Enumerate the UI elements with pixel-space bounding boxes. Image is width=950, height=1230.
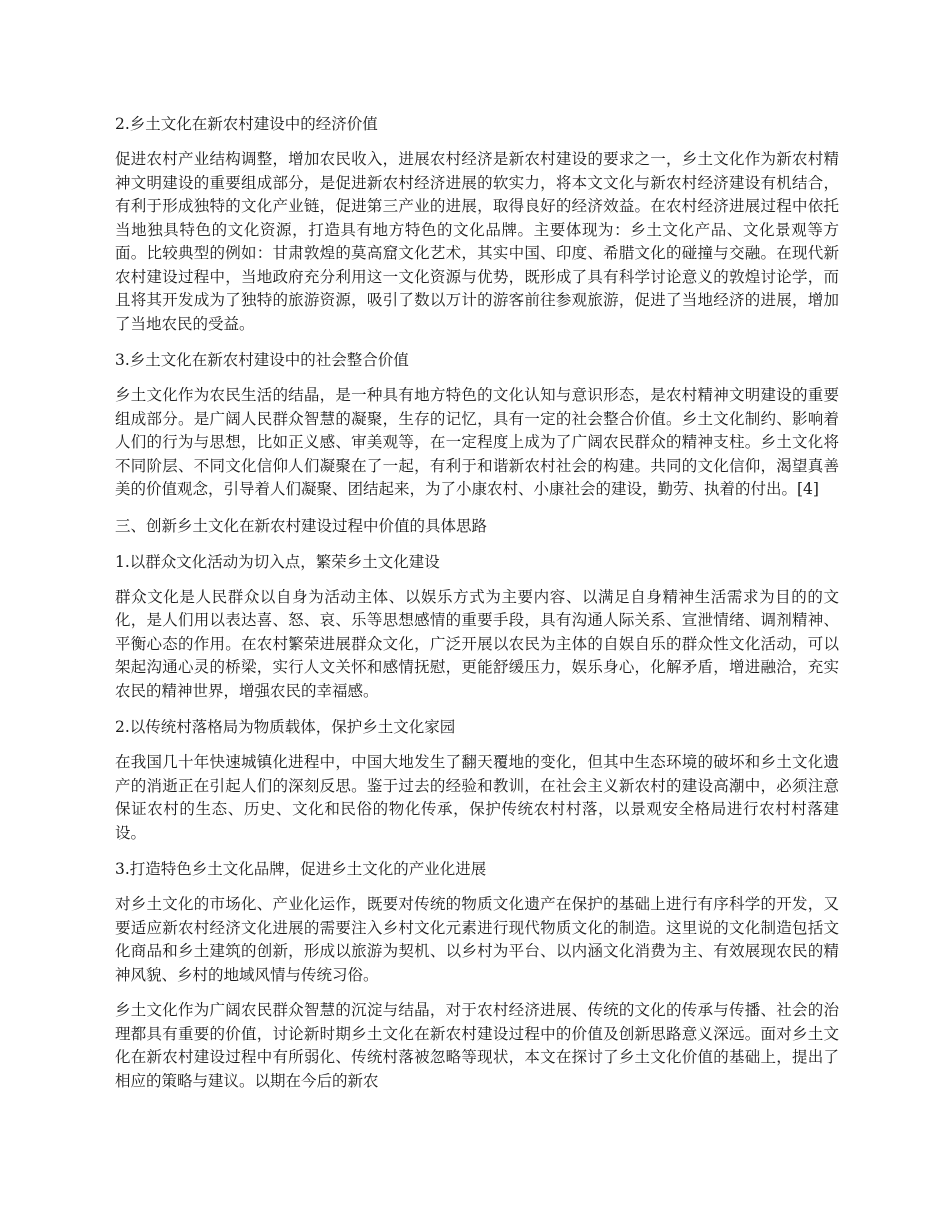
section-heading-economic-value: 2.乡土文化在新农村建设中的经济价值 (115, 115, 378, 133)
section-heading-cultural-brand: 3.打造特色乡土文化品牌，促进乡土文化的产业化进展 (115, 860, 487, 878)
section-heading-village-layout: 2.以传统村落格局为物质载体，保护乡土文化家园 (115, 718, 456, 736)
chapter-heading-innovation-ideas: 三、创新乡土文化在新农村建设过程中价值的具体思路 (115, 516, 488, 535)
paragraph-conclusion: 乡土文化作为广阔农民群众智慧的沉淀与结晶，对于农村经济进展、传统的文化的传承与传播、社会的治理都具有重要的价值，讨论新时期乡土文化在新农村建设过程中的价值及创新思路意义深远。面对乡土文化在新农村建设过程中有所弱化、传统村落被忽略等现状，本文在探讨了乡土文化价值的基础上，提出了相应的策略与建议。以期在今后的新农 (115, 1001, 839, 1090)
paragraph-social-integration: 乡土文化作为农民生活的结晶，是一种具有地方特色的文化认知与意识形态，是农村精神文明建设的重要组成部分。是广阔人民群众智慧的凝聚，生存的记忆，具有一定的社会整合价值。乡土文化制约、影响着人们的行为与思想，比如正义感、审美观等，在一定程度上成为了广阔农民群众的精神支柱。乡土文化将不同阶层、不同文化信仰人们凝聚在了一起，有利于和谐新农村社会的构建。共同的文化信仰，渴望真善美的价值观念，引导着人们凝聚、团结起来，为了小康农村、小康社会的建设，勤劳、执着的付出。[4] (115, 386, 839, 498)
document-body (115, 112, 839, 1105)
section-heading-social-integration: 3.乡土文化在新农村建设中的社会整合价值 (115, 351, 409, 369)
paragraph-village-layout: 在我国几十年快速城镇化进程中，中国大地发生了翻天覆地的变化，但其中生态环境的破坏和乡土文化遗产的消逝正在引起人们的深刻反思。鉴于过去的经验和教训，在社会主义新农村的建设高潮中，必须注意保证农村的生态、历史、文化和民俗的物化传承，保护传统农村村落，以景观安全格局进行农村村落建设。 (115, 753, 839, 842)
section-heading-mass-culture: 1.以群众文化活动为切入点，繁荣乡土文化建设 (115, 552, 440, 571)
paragraph-economic-value: 促进农村产业结构调整，增加农民收入，进展农村经济是新农村建设的要求之一，乡土文化作为新农村精神文明建设的重要组成部分，是促进新农村经济进展的软实力，将本文文化与新农村经济建设有机结合，有利于形成独特的文化产业链，促进第三产业的进展，取得良好的经济效益。在农村经济进展过程中依托当地独具特色的文化资源，打造具有地方特色的文化品牌。主要体现为：乡土文化产品、文化景观等方面。比较典型的例如：甘肃敦煌的莫高窟文化艺术，其实中国、印度、希腊文化的碰撞与交融。在现代新农村建设过程中，当地政府充分利用这一文化资源与优势，既形成了具有科学讨论意义的敦煌讨论学，而且将其开发成为了独特的旅游资源，吸引了数以万计的游客前往参观旅游，促进了当地经济的进展，增加了当地农民的受益。 (115, 150, 839, 333)
paragraph-cultural-brand: 对乡土文化的市场化、产业化运作，既要对传统的物质文化遗产在保护的基础上进行有序科学的开发，又要适应新农村经济文化进展的需要注入乡村文化元素进行现代物质文化的制造。这里说的文化制造包括文化商品和乡土建筑的创新，形成以旅游为契机、以乡村为平台、以内涵文化消费为主、有效展现农民的精神风貌、乡村的地域风情与传统习俗。 (115, 895, 839, 984)
paragraph-mass-culture: 群众文化是人民群众以自身为活动主体、以娱乐方式为主要内容、以满足自身精神生活需求为目的的文化，是人们用以表达喜、怒、哀、乐等思想感情的重要手段，具有沟通人际关系、宣泄情绪、调剂精神、平衡心态的作用。在农村繁荣进展群众文化，广泛开展以农民为主体的自娱自乐的群众性文化活动，可以架起沟通心灵的桥梁，实行人文关怀和感情抚慰，更能舒缓压力，娱乐身心，化解矛盾，增进融洽，充实农民的精神世界，增强农民的幸福感。 (115, 587, 839, 700)
